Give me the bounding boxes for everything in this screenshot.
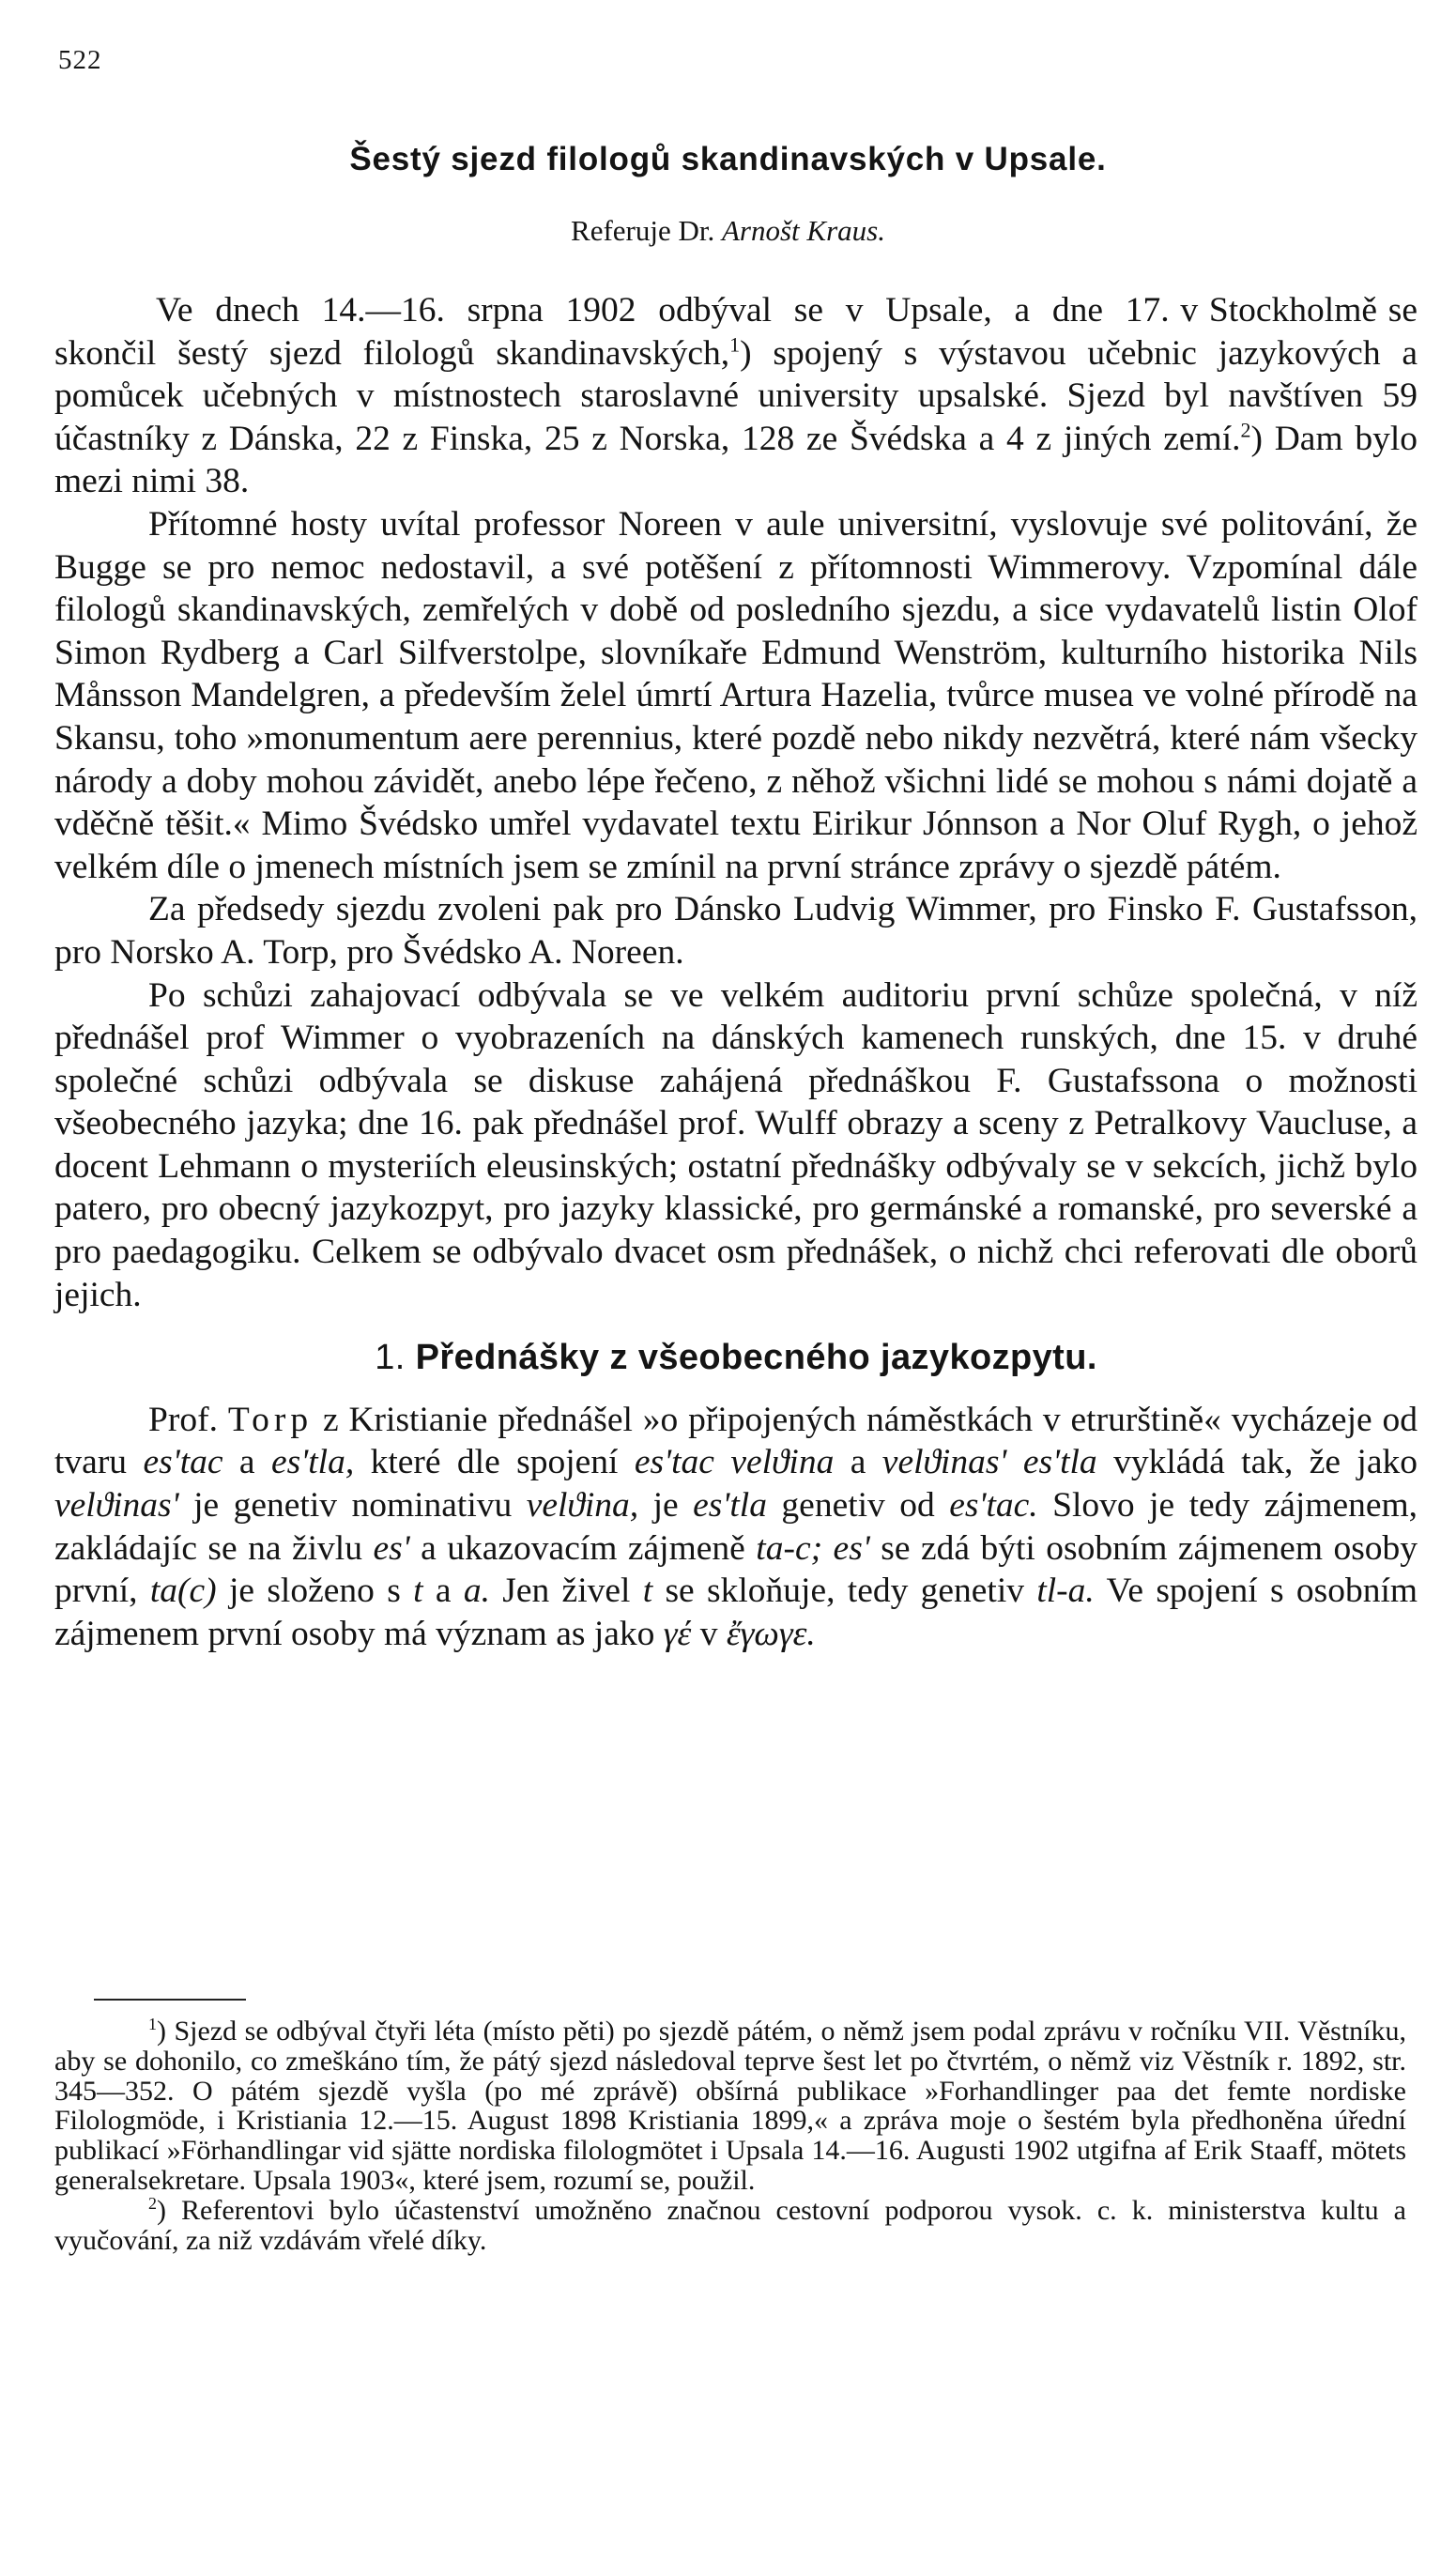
paragraph-intro [54,289,1418,503]
footnote-ref-2: 2 [1240,418,1251,442]
section-heading [54,1337,1418,1380]
text: a [850,1443,866,1482]
article-title: Šestý sjezd filologů skandinavských v Upsale. [349,141,1107,177]
etruscan-word: velϑina, [526,1486,639,1526]
etruscan-word: t [642,1572,653,1611]
etruscan-word: velϑinas' [54,1486,179,1526]
page-number: 522 [58,45,102,75]
section-title: Přednášky z všeobecného jazykozpytu. [415,1338,1097,1378]
etruscan-word: velϑinas' es'tla [881,1443,1097,1482]
etruscan-word: a. [463,1572,490,1611]
lecturer-name: Torp [227,1400,314,1439]
text: v [699,1614,718,1653]
paragraph-presidents: Za předsedy sjezdu zvoleni pak pro Dánsko Ludvig Wimmer, pro Finsko F. Gustafsson, pro Norsko A. Torp, pro Švédsko A. Noreen. [54,890,1418,972]
text: genetiv od [781,1486,935,1526]
paragraph-torp [54,1399,1418,1656]
text: a ukazovacím zájmeně [421,1528,745,1568]
text: je [652,1486,679,1526]
text: které dle spojení [370,1443,619,1482]
text: se skloňuje, tedy genetiv [665,1572,1025,1611]
text: Jen živel [502,1572,631,1611]
footnote-ref-1: 1 [729,332,741,357]
greek-word: γέ [663,1614,692,1653]
etruscan-word: ta-c; [756,1528,823,1568]
paragraph-sessions: Po schůzi zahajovací odbývala se ve velkém auditoriu první schůze společná, v níž přednášel prof Wimmer o vyobrazeních na dánských kamenech runských, dne 15. v druhé společné schůzi odbývala se diskuse zahájená přednáškou F. Gustafssona o možnosti všeobecného jazyka; dne 16. pak přednášel prof. Wulff obrazy a sceny z Petralkovy Vaucluse, a docent Lehmann o mysteriích eleusinských; ostatní přednášky odbývaly se v sekcích, jichž bylo patero, pro obecný jazykozpyt, pro jazyky klassické, pro germánské a romanské, pro severské a pro paedagogiku. Celkem se odbývalo dvacet osm přednášek, o nichž chci referovati dle oborů jejich. [54,975,1418,1314]
paragraph-welcome: Přítomné hosty uvítal professor Noreen v aule universitní, vyslovuje své politování, že Bugge se pro nemoc nedostavil, a své potěšení z přítomnosti Wimmerovy. Vzpomínal dále filologů skandinavských, zemřelých v době od posledního sjezdu, a sice vydavatelů listin Olof Simon Rydberg a Carl Silfverstolpe, slovníkaře Edmund Wenström, kulturního historika Nils Månsson Mandelgren, a především želel úmrtí Artura Hazelia, tvůrce musea ve volné přírodě na Skansu, toho »monumentum aere perennius, které pozdě nebo nikdy nezvětrá, které nám všecky národy a doby mohou závidět, anebo lépe řečeno, z něhož všichni lidé se mohou s námi dojatě a vděčně těšit.« Mimo Švédsko umřel vydavatel textu Eirikur Jónnson a Nor Oluf Rygh, o jehož velkém díle o jmenech místních jsem se zmínil na první stránce zprávy o sjezdě pátém. [54,504,1418,886]
byline-author: Arnošt Kraus. [721,214,885,247]
section-number: 1. [375,1338,406,1378]
etruscan-word: es'tac. [949,1486,1038,1526]
text: Ve spojení s osobním zájmenem první osoby má význam as jako [54,1572,1418,1653]
article-header [56,141,1400,248]
text: je složeno s [228,1572,401,1611]
text: vykládá tak, že jako [1113,1443,1418,1482]
etruscan-word: tl-a. [1036,1572,1095,1611]
text: se zdá býti osobním zájmenem osoby první, [54,1528,1418,1611]
footnote-1-mark: 1 [148,2015,157,2033]
byline [56,214,1400,248]
text: Prof. [148,1400,218,1439]
byline-prefix: Referuje Dr. [571,214,715,247]
etruscan-word: es'tac velϑina [634,1443,835,1482]
intro-text-a: v Stockholmě se skončil šestý sjezd filologů skandinavských, [54,291,1418,373]
footnotes [54,2017,1406,2255]
text: Slovo je tedy zájmenem, zakládajíc se na živlu [54,1486,1418,1568]
etruscan-word: es' [373,1528,410,1568]
footnote-2-mark: 2 [148,2193,157,2213]
text: a [435,1572,452,1611]
footnote-2-text: ) Referentovi bylo účastenství umožněno značnou cestovní podporou vysok. c. k. ministerstva kultu a vyučování, za niž vzdávám vřelé díky. [54,2194,1406,2256]
etruscan-word: t [413,1572,423,1611]
article-body [54,289,1418,1655]
footnote-1 [54,2017,1406,2196]
etruscan-word: es'tla [693,1486,767,1526]
etruscan-word: es'tla, [270,1443,355,1482]
text: je genetiv nominativu [193,1486,513,1526]
intro-lead: Ve dnech 14.—16. srpna 1902 odbýval se v Upsale, a dne 17. [156,291,1170,330]
text: a [238,1443,255,1482]
etruscan-word: es'tac [143,1443,223,1482]
intro-text-b: ) spojený s výstavou učebnic jazykových a pomůcek učebných v místnostech staroslavné university upsalské. Sjezd byl navštíven 59 účastníky z Dánska, 22 z Finska, 25 z Norska, 128 ze Švédska a 4 z jiných zemí. [54,333,1418,458]
etruscan-word: ta(c) [149,1572,217,1611]
etruscan-word: es' [833,1528,870,1568]
text: z Kristianie přednášel »o připojených náměstkách v etrurštině« vycházeje od tvaru [54,1400,1418,1482]
footnote-1-text: ) Sjezd se odbýval čtyři léta (místo pěti) po sjezdě pátém, o němž jsem podal zprávu v ročníku VII. Věstníku, aby se dohonilo, co zmeškáno tím, že pátý sjezd následoval teprve šest let po čtvrtém, o němž viz Věstník r. 1892, str. 345—352. O pátém sjezdě vyšla (po mé zprávě) obšírná publikace »Forhandlinger paa det femte nordiske Filologmöde, i Kristiania 12.—15. August 1898 Kristiania 1899,« a zpráva moje o šestém byla předhoněna úřední publikací »Förhandlingar vid sjätte nordiska filologmötet i Upsala 14.—16. Augusti 1902 utgifna af Erik Staaff, mötets generalsekretare. Upsala 1903«, které jsem, rozumí se, použil. [54,2016,1406,2196]
footnote-divider [94,1999,246,2001]
intro-text-c: ) Dam bylo mezi nimi 38. [54,419,1418,501]
greek-word: ἔγωγε. [726,1614,816,1653]
footnote-2 [54,2193,1406,2256]
